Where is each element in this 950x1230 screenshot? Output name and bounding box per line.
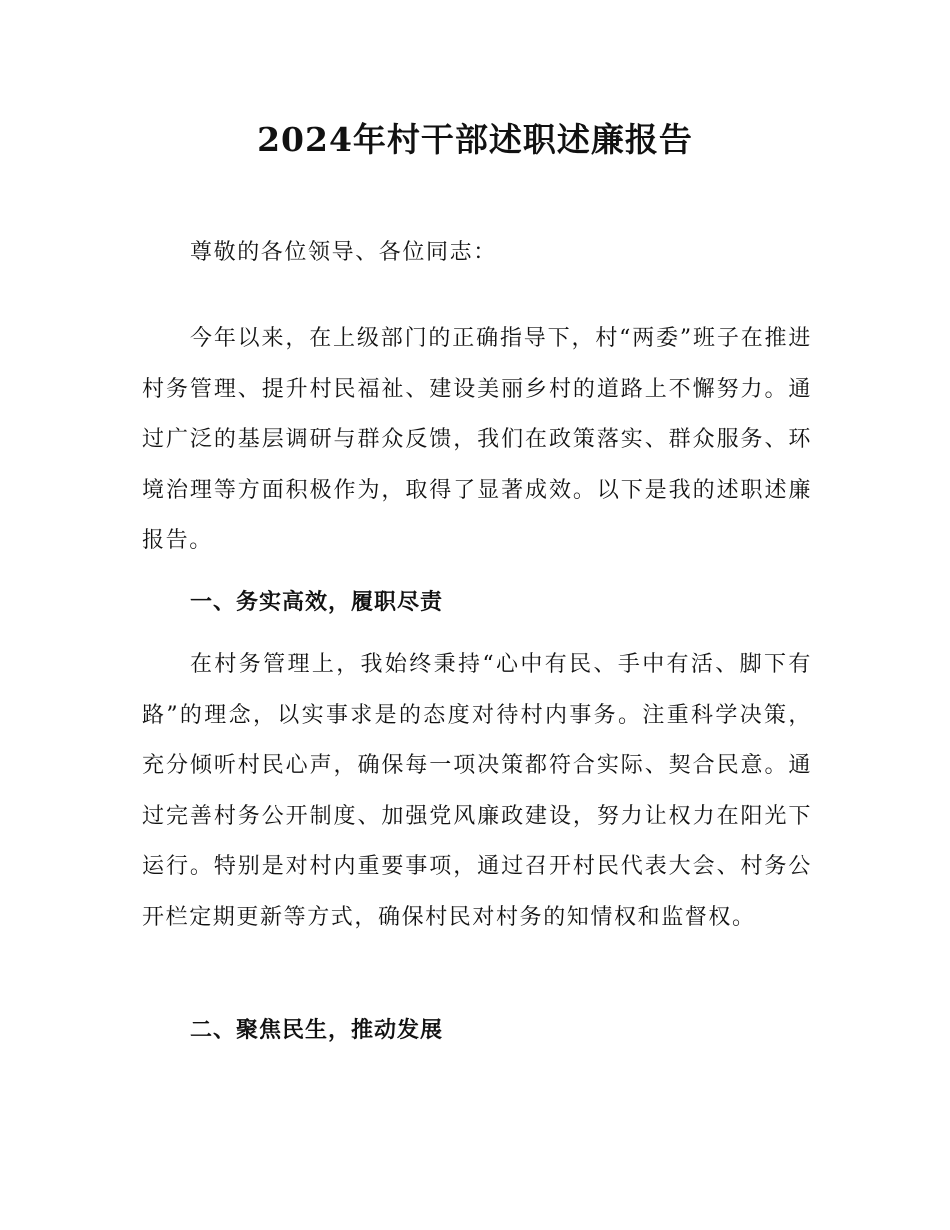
section-heading-2: 二、聚焦民生，推动发展	[190, 1018, 444, 1043]
paragraph-1: 今年以来，在上级部门的正确指导下，村“两委”班子在推进村务管理、提升村民福祉、建设美丽乡村的道路上不懈努力。通过广泛的基层调研与群众反馈，我们在政策落实、群众服务、环境治理等方面积极作为，取得了显著成效。以下是我的述职述廉报告。	[142, 326, 812, 553]
salutation: 尊敬的各位领导、各位同志：	[190, 240, 497, 265]
document-title: 2024年村干部述职述廉报告	[257, 120, 693, 159]
paragraph-2: 在村务管理上，我始终秉持“心中有民、手中有活、脚下有路”的理念，以实事求是的态度对待村内事务。注重科学决策，充分倾听村民心声，确保每一项决策都符合实际、契合民意。通过完善村务公开制度、加强党风廉政建设，努力让权力在阳光下运行。特别是对村内重要事项，通过召开村民代表大会、村务公开栏定期更新等方式，确保村民对村务的知情权和监督权。	[142, 652, 812, 930]
section-heading-1: 一、务实高效，履职尽责	[190, 590, 444, 615]
